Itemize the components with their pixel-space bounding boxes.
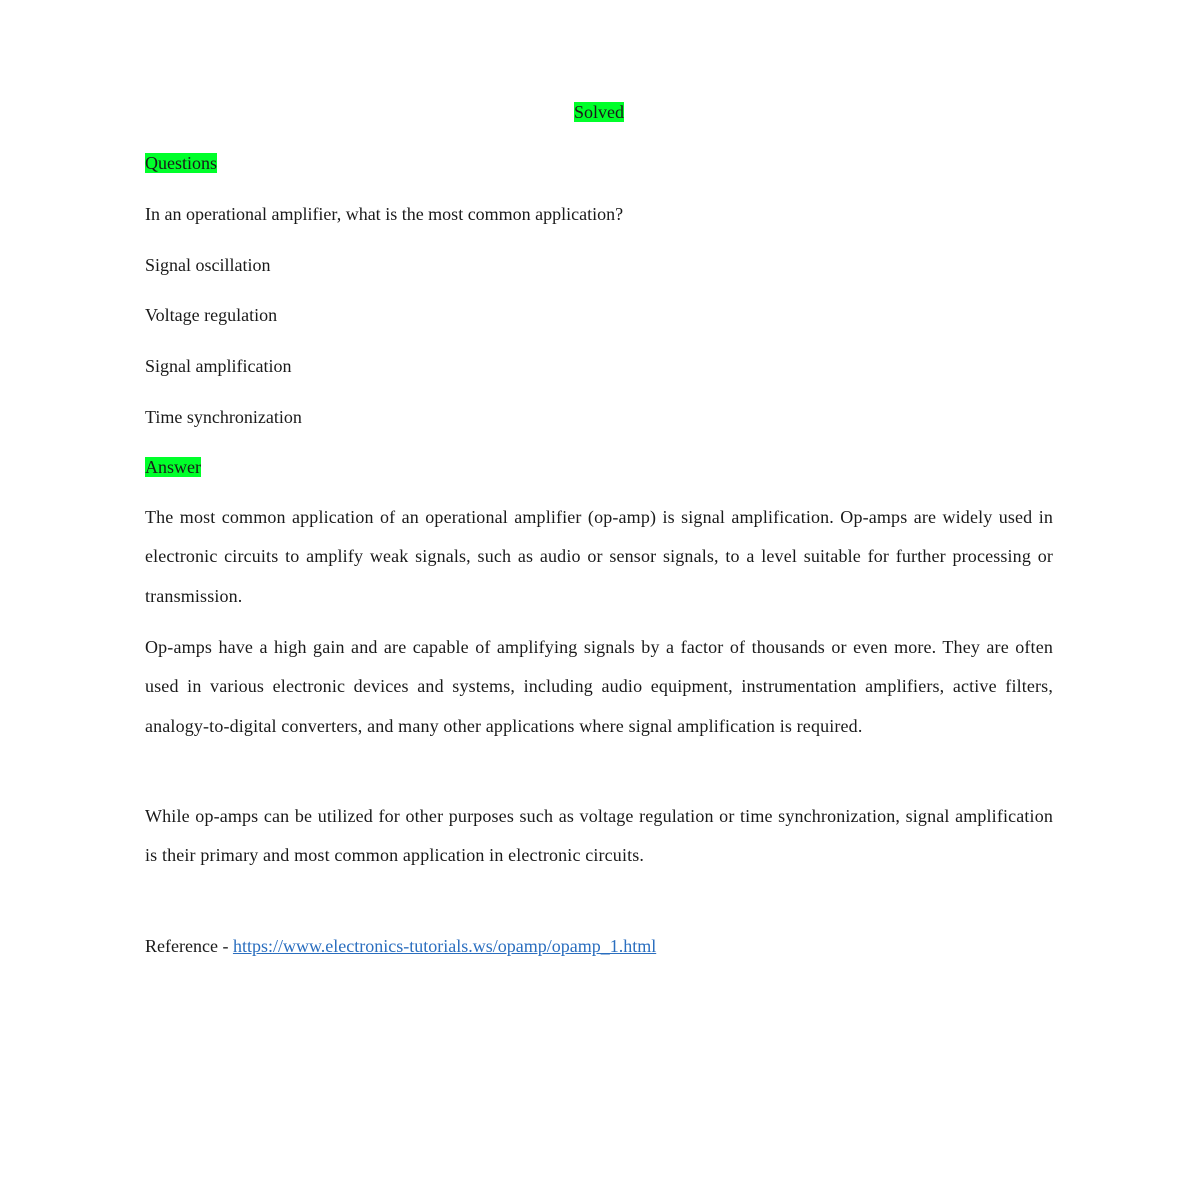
questions-heading: Questions (145, 153, 217, 173)
page-title: Solved (573, 102, 624, 122)
option-signal-oscillation: Signal oscillation (145, 255, 271, 275)
answer-paragraph-1: The most common application of an operational amplifier (op-amp) is signal amplification. Op-amps are widely used in electronic circuits to amplify weak signals, such as audio or sensor signals, to a level suitable for further processing or transmission. (145, 507, 1053, 606)
questions-heading-line (145, 151, 217, 175)
option-signal-amplification: Signal amplification (145, 356, 292, 376)
reference-line (145, 934, 656, 958)
title-line (145, 100, 1053, 124)
option-voltage-regulation: Voltage regulation (145, 305, 278, 325)
option-time-synchronization: Time synchronization (145, 407, 302, 427)
answer-heading-line (145, 455, 201, 479)
answer-paragraph-2: Op-amps have a high gain and are capable of amplifying signals by a factor of thousands or even more. They are often used in various electronic devices and systems, including audio equipment, instrumentation amplifiers, active filters, analogy-to-digital converters, and many other applications where signal amplification is required. (145, 637, 1053, 736)
reference-link[interactable]: https://www.electronics-tutorials.ws/opamp/opamp_1.html (232, 936, 657, 956)
question-text: In an operational amplifier, what is the most common application? (145, 204, 624, 224)
reference-label: Reference - (145, 936, 233, 956)
answer-heading: Answer (145, 457, 201, 477)
answer-paragraph-3: While op-amps can be utilized for other purposes such as voltage regulation or time synchronization, signal amplification is their primary and most common application in electronic circuits. (145, 806, 1053, 866)
